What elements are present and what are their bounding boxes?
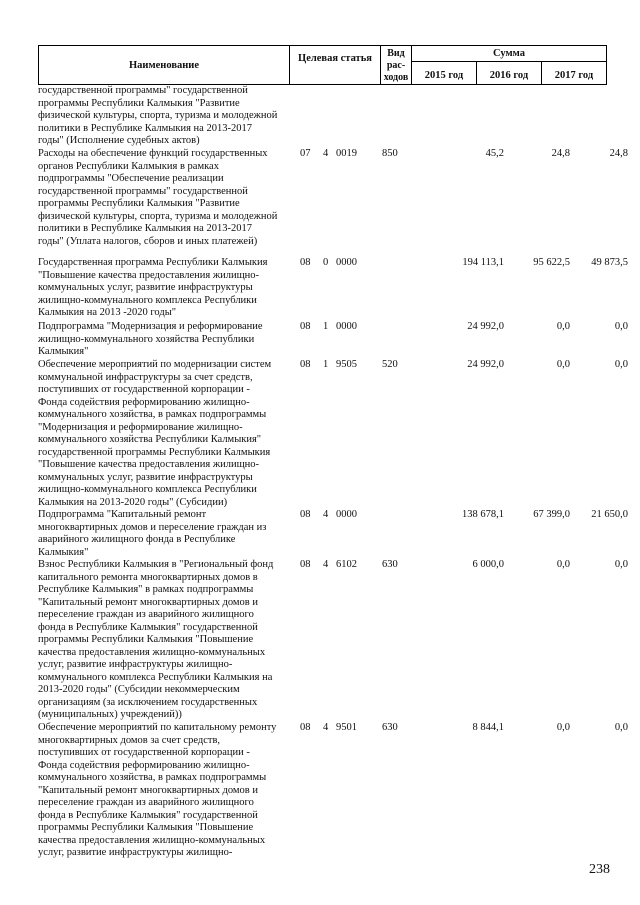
row-sum-2017: 0,0 [614, 559, 628, 570]
row-code-item: 0000 [336, 321, 357, 332]
row-sum-2016: 0,0 [556, 722, 570, 733]
row-code-program: 1 [323, 321, 329, 332]
row-code-section: 08 [300, 359, 311, 370]
row-code-section: 08 [300, 257, 311, 268]
header-type: Вид рас-ходов [383, 48, 409, 83]
row-sum-2017: 49 873,5 [591, 257, 628, 268]
row-type: 630 [382, 722, 398, 733]
row-name: Обеспечение мероприятий по модернизации систем коммунальной инфраструктуры за счет средств, поступивших от государственной корпорации - Фонда содействия реформированию жилищно-коммунального хозяйства, в рамках подпрограммы "Модернизация и реформирование жилищно-коммунального хозяйства Республики Калмыкия" государственной программы Республики Калмыкия "Повышение качества предоставления жилищно-коммунальных услуг, развитие инфраструктуры жилищно-коммунального комплекса Республики Калмыкия на 2013-2020 годы" (Субсидии) [38, 359, 272, 508]
row-type: 630 [382, 559, 398, 570]
row-code-section: 08 [300, 509, 311, 520]
row-sum-2017: 0,0 [614, 359, 628, 370]
header-sum: Сумма [493, 48, 525, 59]
row-code-program: 4 [323, 148, 329, 159]
row-sum-2015: 24 992,0 [467, 359, 504, 370]
row-code-program: 4 [323, 509, 329, 520]
row-code-section: 07 [300, 148, 311, 159]
row-sum-2015: 45,2 [485, 148, 504, 159]
row-sum-2017: 0,0 [614, 321, 628, 332]
row-code-section: 08 [300, 722, 311, 733]
row-sum-2017: 24,8 [609, 148, 628, 159]
row-name: Обеспечение мероприятий по капитальному ремонту многоквартирных домов за счет средств, поступивших от государственной корпорации - Фонда содействия реформированию жилищно-коммунального хозяйства, в рамках подпрограммы "Капитальный ремонт многоквартирных домов и переселение граждан из аварийного жилищного фонда в Республике Калмыкия" государственной программы Республики Калмыкия "Повышение качества предоставления жилищно-коммунальных услуг, развитие инфраструктуры жилищно- [38, 722, 277, 858]
row-sum-2016: 95 622,5 [533, 257, 570, 268]
row-name: Подпрограмма "Модернизация и реформирование жилищно-коммунального хозяйства Республики Калмыкия" [38, 321, 263, 357]
row-sum-2016: 67 399,0 [533, 509, 570, 520]
row-code-section: 08 [300, 559, 311, 570]
row-sum-2016: 0,0 [556, 559, 570, 570]
row-sum-2016: 24,8 [551, 148, 570, 159]
header-2015: 2015 год [424, 70, 464, 81]
row-sum-2015: 8 844,1 [472, 722, 504, 733]
row-sum-2015: 24 992,0 [467, 321, 504, 332]
header-name: Наименование [129, 60, 199, 71]
header-2016: 2016 год [489, 70, 529, 81]
row-name: государственной программы" государственной программы Республики Калмыкия "Развитие физической культуры, спорта, туризма и молодежной политики в Республике Калмыкия на 2013-2017 годы" (Исполнение судебных актов) [38, 85, 278, 146]
row-code-item: 9505 [336, 359, 357, 370]
row-code-item: 0000 [336, 509, 357, 520]
row-sum-2016: 0,0 [556, 321, 570, 332]
header-target: Целевая статья [298, 53, 372, 64]
row-name: Расходы на обеспечение функций государственных органов Республики Калмыкия в рамках подпрограммы "Обеспечение реализации государственной программы" государственной программы Республики Калмыкия "Развитие физической культуры, спорта, туризма и молодежной политики в Республике Калмыкия на 2013-2017 годы" (Уплата налогов, сборов и иных платежей) [38, 148, 278, 247]
row-code-item: 0019 [336, 148, 357, 159]
row-code-section: 08 [300, 321, 311, 332]
header-2017: 2017 год [554, 70, 594, 81]
table-header [38, 45, 607, 85]
row-type: 850 [382, 148, 398, 159]
row-code-item: 0000 [336, 257, 357, 268]
row-code-program: 4 [323, 722, 329, 733]
row-sum-2016: 0,0 [556, 359, 570, 370]
row-sum-2017: 21 650,0 [591, 509, 628, 520]
row-code-program: 1 [323, 359, 329, 370]
row-code-item: 6102 [336, 559, 357, 570]
row-sum-2015: 138 678,1 [462, 509, 504, 520]
page-number: 238 [589, 862, 610, 877]
row-code-program: 4 [323, 559, 329, 570]
row-name: Подпрограмма "Капитальный ремонт многоквартирных домов и переселение граждан из аварийного жилищного фонда в Республике Калмыкия" [38, 509, 267, 558]
row-code-program: 0 [323, 257, 329, 268]
row-sum-2017: 0,0 [614, 722, 628, 733]
row-type: 520 [382, 359, 398, 370]
row-name: Взнос Республики Калмыкия в "Региональный фонд капитального ремонта многоквартирных домов в Республике Калмыкия" в рамках подпрограммы "Капитальный ремонт многоквартирных домов и переселение граждан из аварийного жилищного фонда в Республике Калмыкия" государственной программы Республики Калмыкия "Повышение качества предоставления жилищно-коммунальных услуг, развитие инфраструктуры жилищно-коммунального комплекса Республики Калмыкия на 2013-2020 годы" (Субсидии некоммерческим организациям (за исключением государственных (муниципальных) учреждений)) [38, 559, 274, 720]
row-name: Государственная программа Республики Калмыкия "Повышение качества предоставления жилищно-коммунальных услуг, развитие инфраструктуры жилищно-коммунального комплекса Республики Калмыкия на 2013 -2020 годы" [38, 257, 268, 318]
row-sum-2015: 6 000,0 [472, 559, 504, 570]
row-sum-2015: 194 113,1 [462, 257, 504, 268]
row-code-item: 9501 [336, 722, 357, 733]
